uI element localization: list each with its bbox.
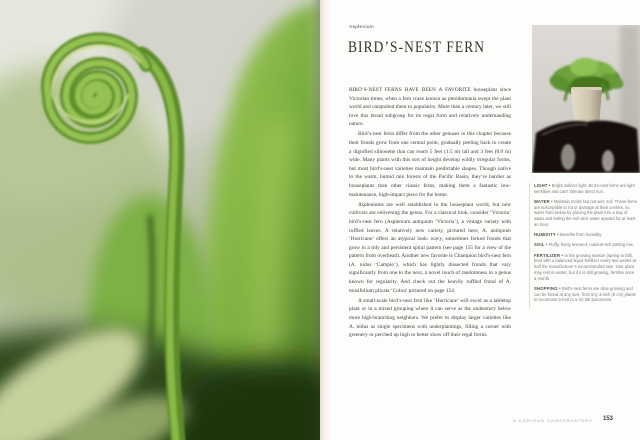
genus-label: Asplenium xyxy=(349,25,375,30)
care-label: SOIL • xyxy=(534,242,548,248)
page-title: BIRD’S-NEST FERN xyxy=(348,39,486,56)
body-paragraph: BIRD’S-NEST FERNS HAVE BEEN A FAVORITE houseplant since Victorian times, when a fern craze known as pteridomania swept the plant world and catapulted them to popularity. More than a century later, we still love this broad subgroup for its regal form and relatively undemanding nature. xyxy=(349,87,511,128)
sidebar-plant-photo xyxy=(532,25,640,173)
care-label: HUMIDITY • xyxy=(534,232,559,238)
page-number: 153 xyxy=(603,416,614,422)
body-paragraph: Aspleniums are well established in the houseplant world, but new cultivars are enlivening the genus. For a classical look, consider ‘Victoria’ bird’s-nest fern (Asplenium antiquum ‘Victoria’), a vintage variety with ruffled leaves. A relatively new variety, pictured here, A. antiquum ‘Hurricane’ offers an atypical look: wavy, sometimes forked fronds that grow in a tidy and persistent spiral pattern (see page 155 for a view of the pattern from overhead). Another new favorite is Champion bird’s-nest fern (A. nidus ‘Campio’), which has lightly dissected fronds that vary significantly from one to the next, a novel touch of randomness in a genus known for regularity. And check out the heavily ruffled frond of A. musifolium plicata ‘Cobra’ pictured on page 154. xyxy=(349,201,511,294)
gutter-shadow-left xyxy=(310,0,320,440)
care-item-fertilizer xyxy=(534,253,637,282)
care-item-shopping xyxy=(534,286,637,303)
care-item-soil xyxy=(534,242,637,248)
care-label: SHOPPING • xyxy=(534,285,561,291)
body-paragraph: Bird’s-nest ferns differ from the other genuses in this chapter because their fronds grow from one central point, gradually peeling back to create a dignified silhouette that can reach 5 feet (1.5 m) tall and 3 feet (0.9 m) wide. Many plants with this sort of height develop wildly irregular forms, but most bird’s-nest varieties maintain predictable shapes. Though native to the warm, humid rain forests of the Pacific Basin, they’re hardier as houseplants than other classic ferns, making them a fantastic low-maintenance, high-impact piece for the home. xyxy=(349,131,511,198)
running-head: A CURIOUS CONSERVATORY xyxy=(513,418,594,423)
body-text-column xyxy=(349,86,511,340)
care-text: Bird’s-nest ferns are slow growing and can be found at any size, from tiny 3-inch (8 cm) plants to enormous 5-foot (1.5 m) tall specimens. xyxy=(534,285,636,303)
gutter-shadow-right xyxy=(320,0,332,440)
care-label: FERTILIZER • xyxy=(534,252,564,258)
care-label: LIGHT • xyxy=(534,183,551,188)
care-text: In the growing season (spring to fall), feed with a balanced liquid fertilizer every two weeks at half the manufacturer’s recommended rate. Your plant may rest in winter, but if it is still growing, fertilize once a month. xyxy=(534,252,636,281)
care-item-humidity xyxy=(534,232,637,238)
care-text: Fluffy, finely textured, nutrient-rich potting mix. xyxy=(548,242,634,248)
care-text: Benefits from humidity. xyxy=(559,232,603,238)
care-sidebar xyxy=(529,183,637,308)
care-item-water xyxy=(534,199,637,228)
care-item-light xyxy=(534,183,637,194)
right-page xyxy=(320,0,640,440)
potted-fern-photo xyxy=(532,25,640,173)
body-paragraph: A small-scale bird’s-nest fern like ‘Hurricane’ will excel as a tabletop plant or in a mixed grouping where it can serve as the understory below more high-branching neighbors. We prefer to display larger varieties like A. nidus as single specimens with underplantings, filling a corner with greenery or perched up high to better show off their regal forms. xyxy=(349,297,511,339)
care-label: WATER • xyxy=(534,199,553,204)
care-text: Bright indirect light. Bird’s-nest ferns are light sensitive and can’t tolerate direct sun. xyxy=(534,183,635,194)
care-text: Maintain moist, but not wet, soil. These ferns are susceptible to rot or damage at their centers, so water from below by placing the plant into a tray of water and letting the soil wick water upward for at least an hour. xyxy=(534,199,637,227)
